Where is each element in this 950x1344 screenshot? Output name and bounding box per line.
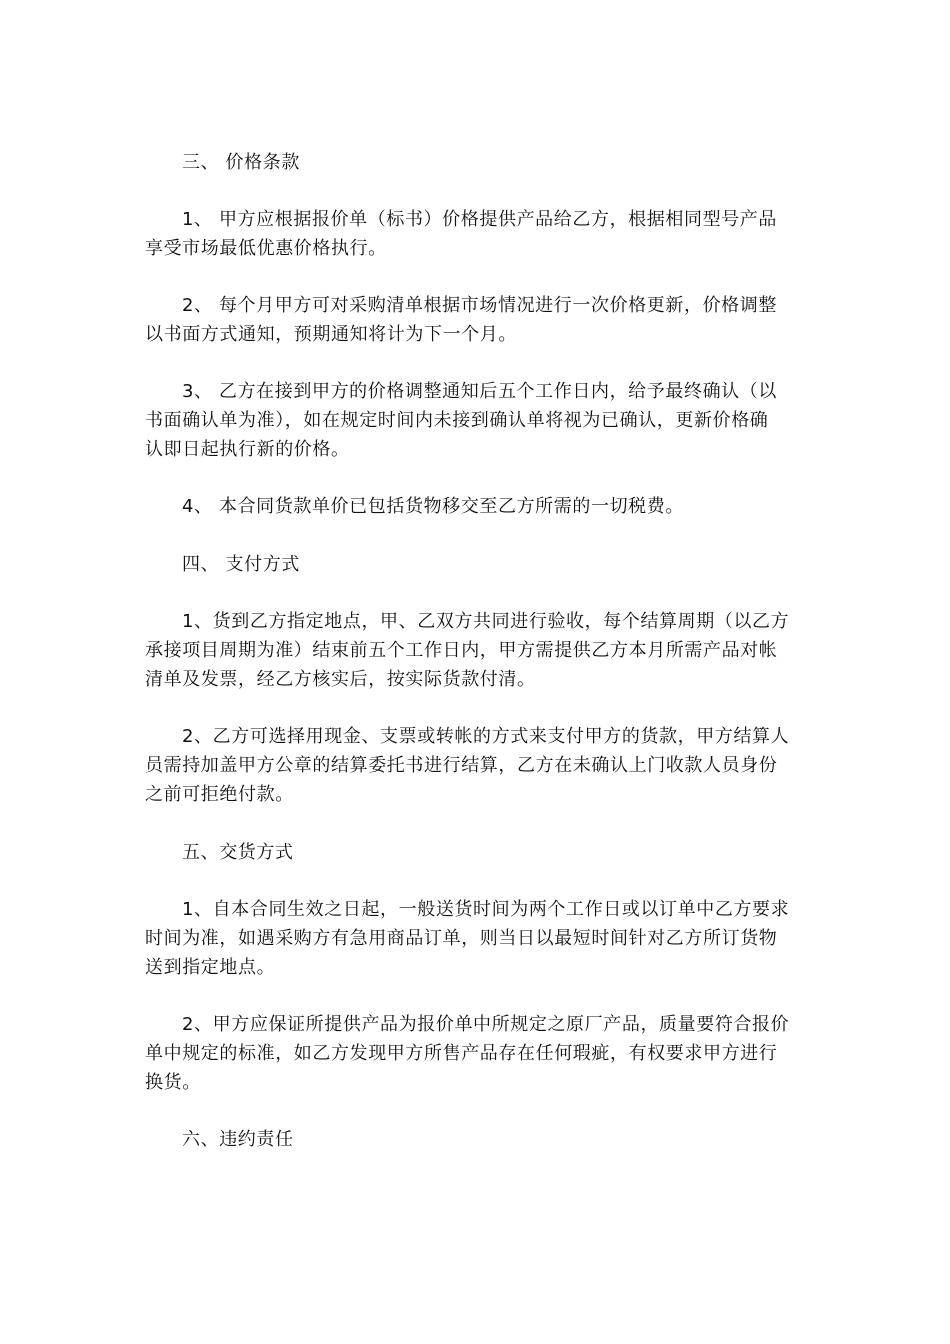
- paragraph-line: 换货。: [145, 1072, 201, 1093]
- paragraph-line: 4、 本合同货款单价已包括货物移交至乙方所需的一切税费。: [182, 496, 684, 517]
- paragraph-line: 书面确认单为准），如在规定时间内未接到确认单将视为已确认，更新价格确: [145, 410, 769, 431]
- section-heading-payment: 四、 支付方式: [182, 554, 300, 575]
- paragraph-line: 2、甲方应保证所提供产品为报价单中所规定之原厂产品，质量要符合报价: [182, 1014, 790, 1035]
- paragraph-line: 承接项目周期为准）结束前五个工作日内，甲方需提供乙方本月所需产品对帐: [145, 640, 778, 661]
- paragraph-line: 员需持加盖甲方公章的结算委托书进行结算，乙方在未确认上门收款人员身份: [145, 755, 778, 776]
- paragraph-line: 享受市场最低优惠价格执行。: [145, 238, 387, 259]
- paragraph-line: 认即日起执行新的价格。: [145, 439, 350, 460]
- paragraph-line: 1、 甲方应根据报价单（标书）价格提供产品给乙方，根据相同型号产品: [182, 209, 777, 230]
- paragraph-line: 1、货到乙方指定地点，甲、乙双方共同进行验收，每个结算周期（以乙方: [182, 611, 790, 632]
- section-heading-price-terms: 三、 价格条款: [182, 152, 300, 173]
- paragraph-line: 3、 乙方在接到甲方的价格调整通知后五个工作日内，给予最终确认（以: [182, 381, 777, 402]
- paragraph-line: 1、自本合同生效之日起，一般送货时间为两个工作日或以订单中乙方要求: [182, 899, 790, 920]
- paragraph-line: 时间为准，如遇采购方有急用商品订单，则当日以最短时间针对乙方所订货物: [145, 928, 778, 949]
- paragraph-line: 单中规定的标准，如乙方发现甲方所售产品存在任何瑕疵，有权要求甲方进行: [145, 1043, 778, 1064]
- section-heading-liability: 六、违约责任: [182, 1129, 294, 1150]
- paragraph-line: 2、乙方可选择用现金、支票或转帐的方式来支付甲方的货款，甲方结算人: [182, 726, 790, 747]
- paragraph-line: 送到指定地点。: [145, 957, 276, 978]
- paragraph-line: 以书面方式通知，预期通知将计为下一个月。: [145, 324, 517, 345]
- paragraph-line: 2、 每个月甲方可对采购清单根据市场情况进行一次价格更新，价格调整: [182, 295, 777, 316]
- paragraph-line: 之前可拒绝付款。: [145, 784, 294, 805]
- section-heading-delivery: 五、交货方式: [182, 842, 294, 863]
- paragraph-line: 清单及发票，经乙方核实后，按实际货款付清。: [145, 669, 536, 690]
